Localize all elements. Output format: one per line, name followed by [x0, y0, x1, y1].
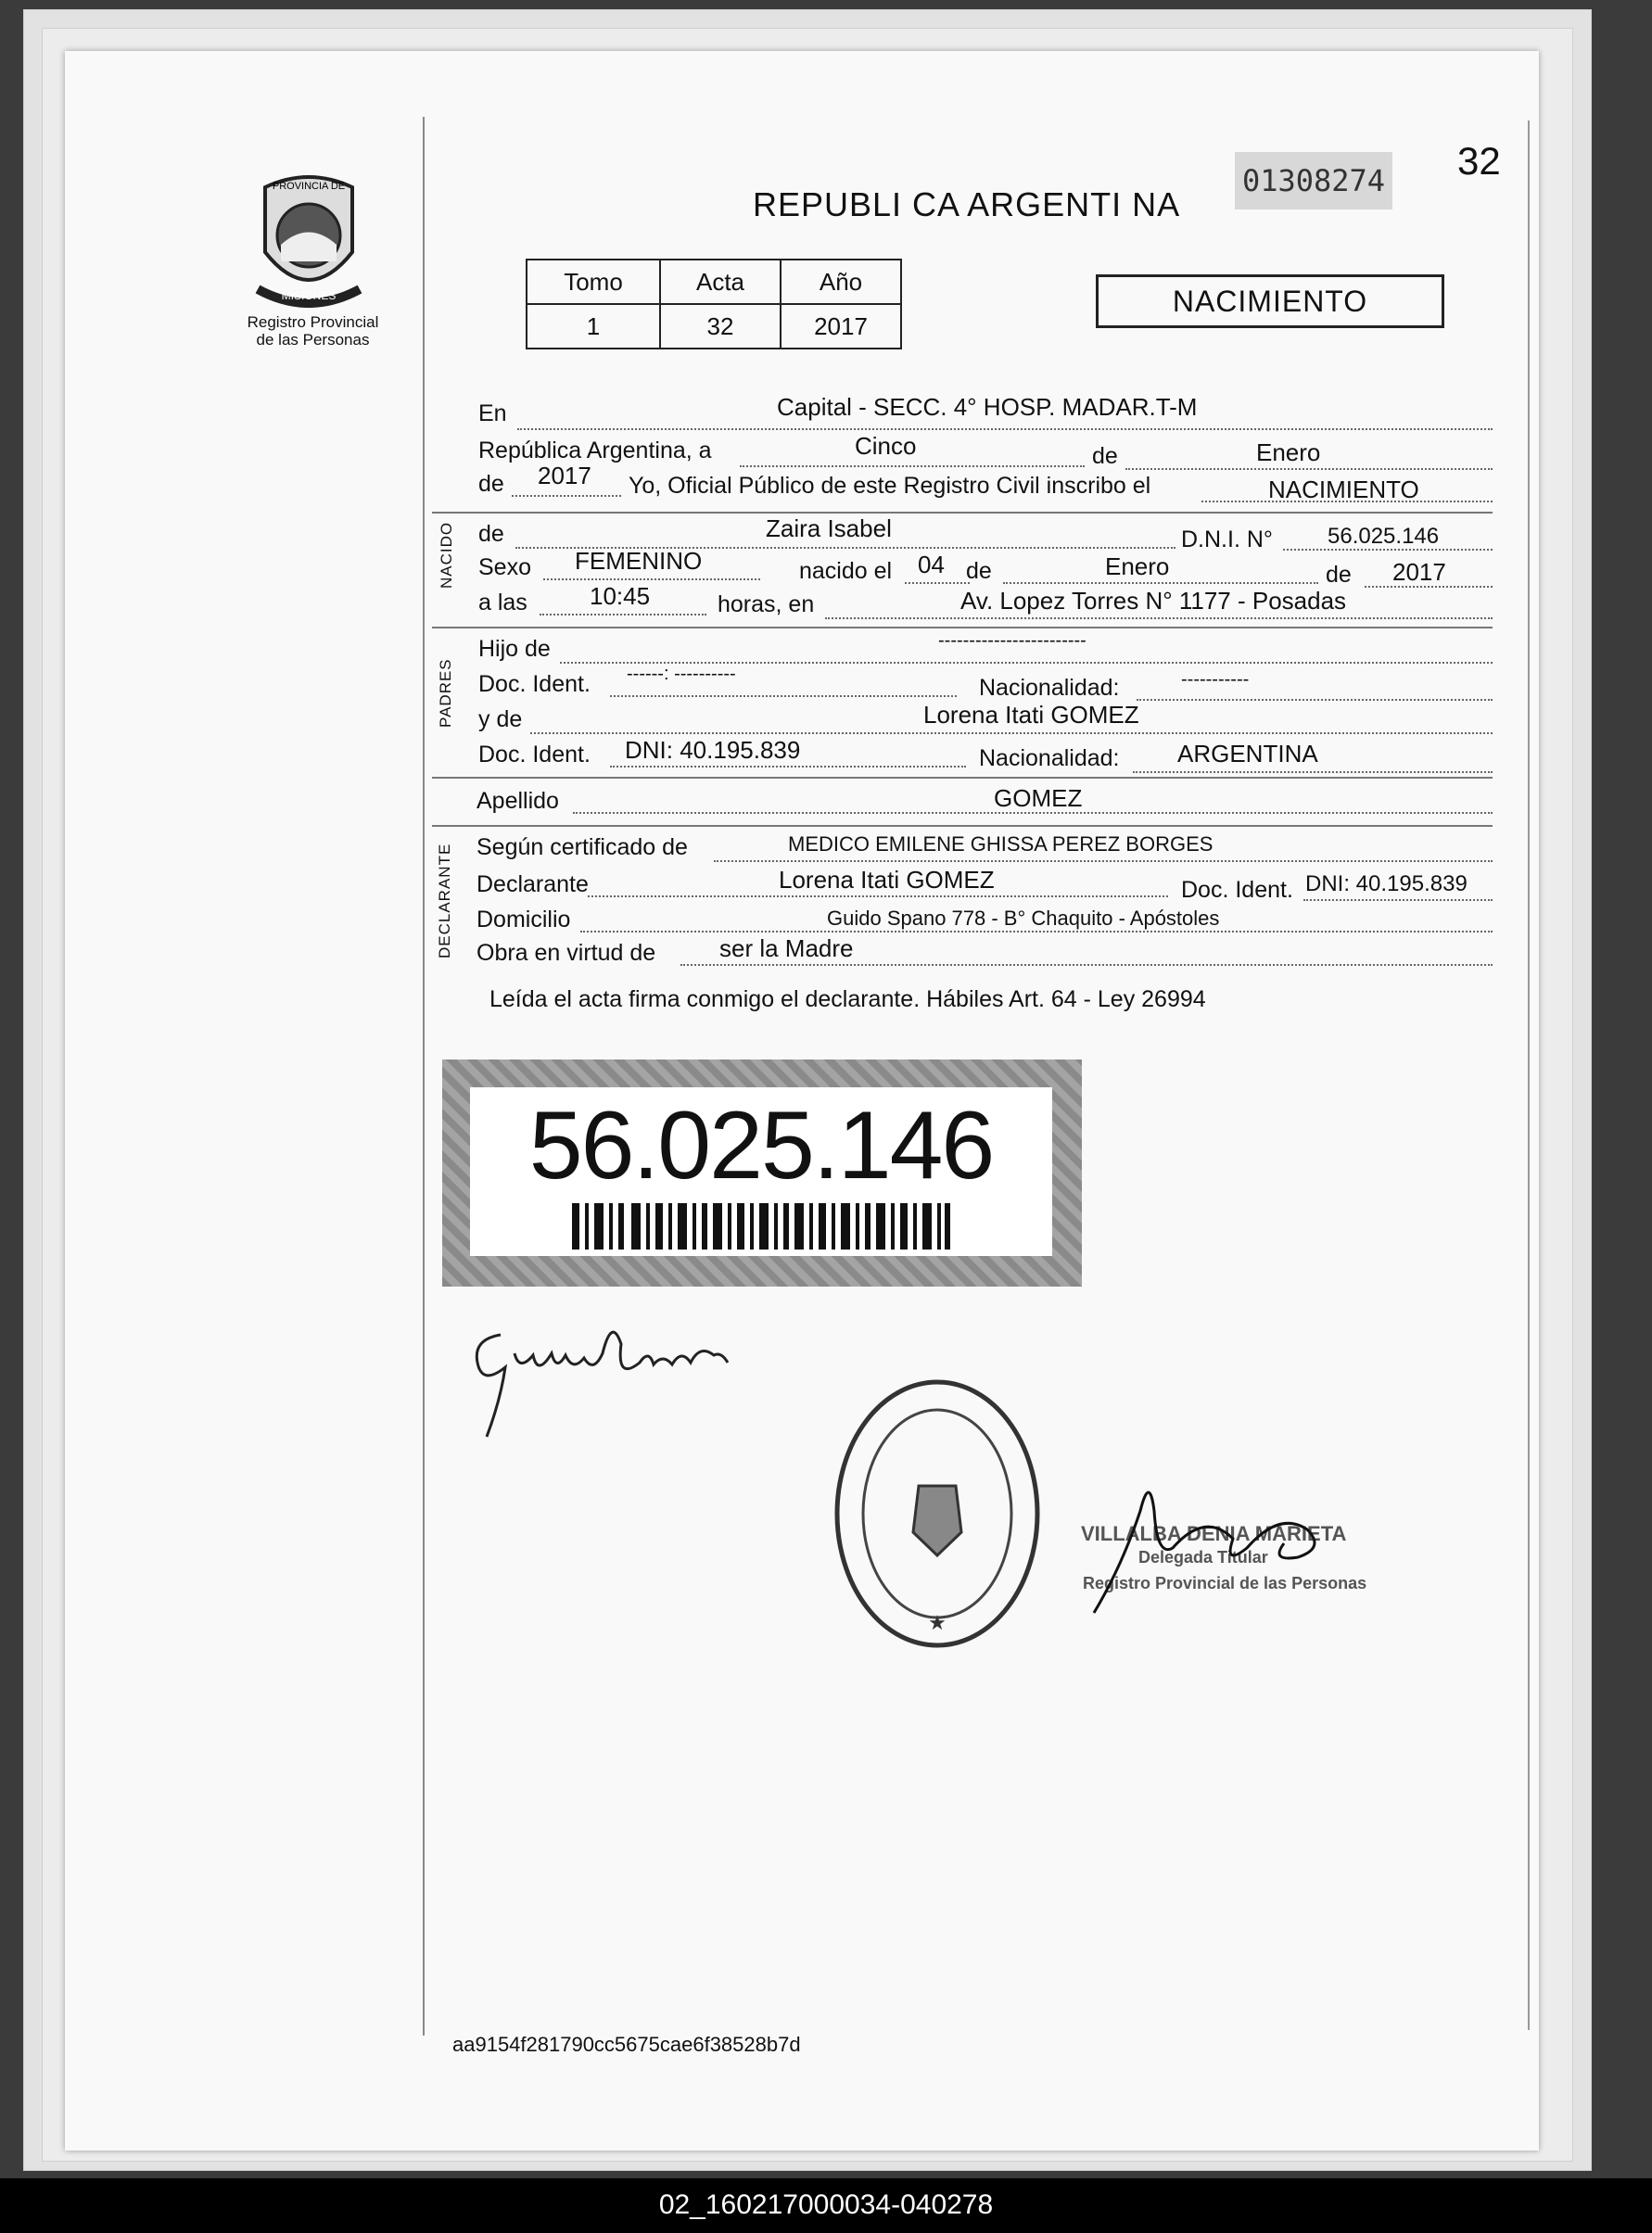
dotted-line	[1137, 699, 1493, 701]
dotted-line	[1303, 899, 1493, 901]
nacido-de-label: de	[478, 521, 504, 547]
dotted-line	[680, 964, 1493, 966]
year-prefix-label: de	[478, 471, 504, 497]
province-crest-icon	[248, 169, 369, 308]
apellido-value: GOMEZ	[994, 784, 1083, 812]
logo-caption-line-2: de las Personas	[256, 331, 370, 349]
dotted-line	[543, 578, 760, 580]
horas-label: horas, en	[718, 591, 815, 617]
sexo-value: FEMENINO	[575, 547, 703, 575]
child-dni-value: 56.025.146	[1328, 524, 1440, 549]
obra-value: ser la Madre	[719, 934, 854, 962]
logo-caption	[222, 313, 403, 349]
tomo-header: Tomo	[527, 260, 660, 304]
father-doc-value: ------: ----------	[627, 664, 736, 684]
nacionalidad-2-label: Nacionalidad:	[979, 745, 1120, 771]
sexo-label: Sexo	[478, 554, 531, 580]
declarante-label: Declarante	[477, 871, 589, 897]
dotted-line	[540, 614, 706, 615]
anio-value: 2017	[781, 304, 901, 349]
registry-table	[526, 259, 902, 349]
year-value: 2017	[538, 462, 591, 489]
apellido-label: Apellido	[477, 788, 559, 814]
official-name: VILLALBA DENIA MARIETA	[1081, 1522, 1347, 1545]
section-divider	[432, 777, 1493, 779]
official-role: Delegada Titular	[1138, 1548, 1268, 1567]
nacionalidad-1-label: Nacionalidad:	[979, 675, 1120, 701]
logo-text-top: PROVINCIA DE	[272, 181, 346, 192]
dni-label: D.N.I. N°	[1181, 527, 1273, 552]
padres-section-label: PADRES	[437, 658, 454, 728]
logo-caption-line-1: Registro Provincial	[247, 313, 379, 331]
certificado-label: Según certificado de	[477, 834, 688, 860]
mother-doc-value: DNI: 40.195.839	[625, 736, 801, 764]
certificado-value: MEDICO EMILENE GHISSA PEREZ BORGES	[788, 832, 1214, 856]
birth-year-value: 2017	[1392, 558, 1446, 586]
domicilio-value: Guido Spano 778 - B° Chaquito - Apóstoles	[827, 907, 1220, 930]
acta-value: 32	[660, 304, 781, 349]
declarante-value: Lorena Itati GOMEZ	[779, 866, 995, 894]
dotted-line	[610, 695, 957, 697]
birth-place-value: Av. Lopez Torres N° 1177 - Posadas	[960, 587, 1347, 615]
place-value: Capital - SECC. 4° HOSP. MADAR.T-M	[777, 393, 1198, 421]
section-divider	[432, 627, 1493, 628]
doc-ident-1-label: Doc. Ident.	[478, 671, 591, 697]
barcode-icon	[572, 1203, 950, 1250]
margin-line	[423, 117, 425, 2036]
section-divider	[432, 825, 1493, 827]
day-value: Cinco	[855, 432, 917, 460]
logo-text-bottom: MISIONES	[281, 289, 337, 302]
doc-ident-2-label: Doc. Ident.	[478, 742, 591, 768]
nacido-section-label: NACIDO	[438, 521, 455, 589]
y-de-label: y de	[478, 706, 523, 732]
obra-label: Obra en virtud de	[477, 940, 656, 966]
dni-badge	[442, 1059, 1082, 1287]
registry-table-value-row	[527, 304, 901, 349]
dotted-line	[588, 895, 1168, 897]
footer-filename: 02_160217000034-040278	[658, 2189, 994, 2220]
father-nationality-value: -----------	[1181, 669, 1250, 690]
dni-badge-panel	[470, 1087, 1052, 1256]
dotted-line	[530, 732, 1493, 734]
declarant-signature-icon	[464, 1298, 732, 1446]
acta-header: Acta	[660, 260, 781, 304]
dotted-line	[740, 465, 1085, 467]
dni-badge-number: 56.025.146	[528, 1092, 994, 1199]
hijo-de-label: Hijo de	[478, 636, 551, 662]
page-title: REPUBLI CA ARGENTI NA	[753, 185, 1181, 223]
record-type-box: NACIMIENTO	[1096, 274, 1444, 328]
section-divider	[432, 512, 1493, 514]
dotted-line	[1003, 582, 1318, 584]
dotted-line	[1125, 468, 1493, 470]
dotted-line	[517, 428, 1493, 430]
dotted-line	[825, 617, 1493, 619]
en-label: En	[478, 400, 507, 426]
closing-text: Leída el acta firma conmigo el declarante. Hábiles Art. 64 - Ley 26994	[489, 986, 1206, 1012]
oficial-text: Yo, Oficial Público de este Registro Civil inscribo el	[629, 473, 1151, 499]
birth-month-value: Enero	[1105, 552, 1170, 580]
child-name-value: Zaira Isabel	[766, 514, 892, 542]
registry-table-header-row	[527, 260, 901, 304]
serial-number-stamp: 01308274	[1235, 152, 1392, 209]
svg-text:★: ★	[928, 1611, 947, 1634]
birth-day-value: 04	[918, 551, 945, 578]
de-label-3: de	[1326, 562, 1352, 588]
dotted-line	[580, 931, 1493, 933]
republica-label: República Argentina, a	[478, 438, 712, 463]
anio-header: Año	[781, 260, 901, 304]
document-hash: aa9154f281790cc5675cae6f38528b7d	[452, 2033, 801, 2056]
tomo-value: 1	[527, 304, 660, 349]
birth-time-value: 10:45	[590, 582, 651, 610]
official-org: Registro Provincial de las Personas	[1083, 1574, 1367, 1592]
dotted-line	[610, 766, 966, 768]
right-margin-line	[1528, 121, 1530, 2030]
declarante-doc-label: Doc. Ident.	[1181, 877, 1293, 903]
declarante-section-label: DECLARANTE	[436, 843, 453, 958]
dotted-line	[714, 860, 1493, 862]
de-label-2: de	[966, 558, 992, 584]
nacido-el-label: nacido el	[799, 558, 893, 584]
dotted-line	[905, 582, 970, 584]
declarante-doc-value: DNI: 40.195.839	[1305, 871, 1468, 896]
inscribo-value: NACIMIENTO	[1268, 476, 1419, 503]
father-value: ------------------------	[938, 630, 1087, 651]
dotted-line	[512, 495, 621, 497]
dotted-line	[1133, 771, 1493, 773]
a-las-label: a las	[478, 590, 527, 615]
mother-nationality-value: ARGENTINA	[1177, 740, 1318, 768]
page-number: 32	[1457, 139, 1501, 183]
mother-name-value: Lorena Itati GOMEZ	[923, 701, 1139, 729]
official-seal-icon	[830, 1375, 1045, 1653]
official-signature-icon	[1085, 1455, 1363, 1622]
month-value: Enero	[1256, 438, 1321, 466]
domicilio-label: Domicilio	[477, 907, 571, 933]
de-label: de	[1092, 443, 1118, 469]
